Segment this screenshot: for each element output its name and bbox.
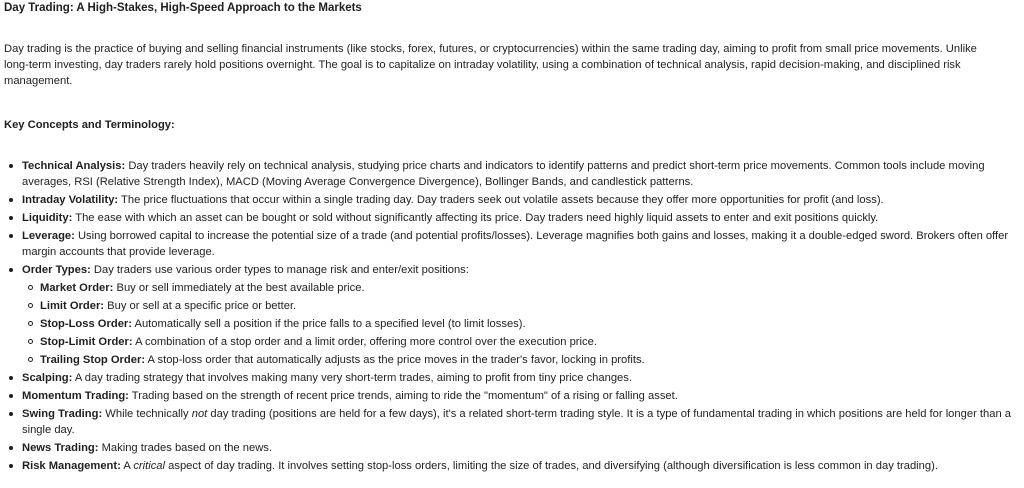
term-description: Buy or sell immediately at the best available price. <box>113 282 365 294</box>
term-emphasis: not <box>191 408 208 420</box>
sublist-item-limit-order <box>40 298 1022 314</box>
list-item-leverage <box>22 228 1022 260</box>
list-item-news-trading <box>22 440 1022 456</box>
term-description: The ease with which an asset can be bought or sold without significantly affecting its price. Day traders need highly liquid assets to enter and exit positions quickly. <box>72 212 879 224</box>
term-description: Day traders use various order types to manage risk and enter/exit positions: <box>90 264 469 276</box>
term-label: Trailing Stop Order: <box>40 354 146 366</box>
intro-paragraph: Day trading is the practice of buying and selling financial instruments (like stocks, forex, futures, or cryptocurrencies) within the same trading day, aiming to profit from small price movements. Unlike long-term investing, day traders rarely hold positions overnight. The goal is to capitalize on intraday volatility, using a combination of technical analysis, rapid decision-making, and disciplined risk management. <box>4 43 977 87</box>
term-description-lead: While technically <box>102 408 192 420</box>
term-description: Trading based on the strength of recent price trends, aiming to ride the "momentum" of a rising or falling asset. <box>128 390 678 402</box>
list-item-risk-management <box>22 458 1022 474</box>
sublist-item-trailing-stop-order <box>40 352 1022 368</box>
term-description: Making trades based on the news. <box>98 442 272 454</box>
term-label: Stop-Limit Order: <box>40 336 133 348</box>
term-description: Day traders heavily rely on technical analysis, studying price charts and indicators to identify patterns and predict short-term price movements. Common tools include moving averages, RSI (Relative Strength Index), MACD (Moving Average Convergence Divergence), Bollinger Bands, and candlestick patterns. <box>22 160 985 188</box>
term-description: A stop-loss order that automatically adjusts as the price moves in the trader's favor, locking in profits. <box>145 354 645 366</box>
section-heading-key-concepts: Key Concepts and Terminology: <box>4 119 175 131</box>
term-emphasis: critical <box>133 460 166 472</box>
sublist-item-stop-limit-order <box>40 334 1022 350</box>
term-description: Using borrowed capital to increase the potential size of a trade (and potential profits/losses). Leverage magnifies both gains and losses, making it a double-edged sword. Brokers often offer margin accounts that provide leverage. <box>22 230 1009 258</box>
list-item-technical-analysis <box>22 158 1022 190</box>
list-item-order-types <box>22 262 1022 368</box>
key-concepts-list <box>0 158 1022 476</box>
term-description: Buy or sell at a specific price or better. <box>104 300 297 312</box>
term-label: Order Types: <box>22 264 91 276</box>
term-description: A combination of a stop order and a limit order, offering more control over the execution price. <box>132 336 597 348</box>
term-description: aspect of day trading. It involves setting stop-loss orders, limiting the size of trades, and diversifying (although diversification is less common in day trading). <box>165 460 938 472</box>
sublist-item-market-order <box>40 280 1022 296</box>
list-item-liquidity <box>22 210 1022 226</box>
term-description: The price fluctuations that occur within a single trading day. Day traders seek out volatile assets because they offer more opportunities for profit (and loss). <box>118 194 884 206</box>
term-label: Scalping: <box>22 372 73 384</box>
term-label: Intraday Volatility: <box>22 194 119 206</box>
term-label: Liquidity: <box>22 212 73 224</box>
list-item-scalping <box>22 370 1022 386</box>
order-types-sublist <box>22 280 1022 368</box>
sublist-item-stop-loss-order <box>40 316 1022 332</box>
term-label: Limit Order: <box>40 300 105 312</box>
term-label: Risk Management: <box>22 460 121 472</box>
term-label: Stop-Loss Order: <box>40 318 132 330</box>
term-label: News Trading: <box>22 442 99 454</box>
term-label: Technical Analysis: <box>22 160 126 172</box>
term-description: day trading (positions are held for a few days), it's a related short-term trading style. It is a type of fundamental trading in which positions are held for longer than a single day. <box>22 408 1012 436</box>
list-item-momentum-trading <box>22 388 1022 404</box>
list-item-swing-trading <box>22 406 1022 438</box>
term-description: A day trading strategy that involves making many very short-term trades, aiming to profit from tiny price changes. <box>72 372 632 384</box>
term-label: Swing Trading: <box>22 408 103 420</box>
term-label: Momentum Trading: <box>22 390 129 402</box>
list-item-intraday-volatility <box>22 192 1022 208</box>
term-label: Leverage: <box>22 230 75 242</box>
term-description-lead: A <box>120 460 134 472</box>
term-label: Market Order: <box>40 282 114 294</box>
term-description: Automatically sell a position if the price falls to a specified level (to limit losses). <box>132 318 526 330</box>
page-title: Day Trading: A High-Stakes, High-Speed Approach to the Markets <box>4 2 362 14</box>
